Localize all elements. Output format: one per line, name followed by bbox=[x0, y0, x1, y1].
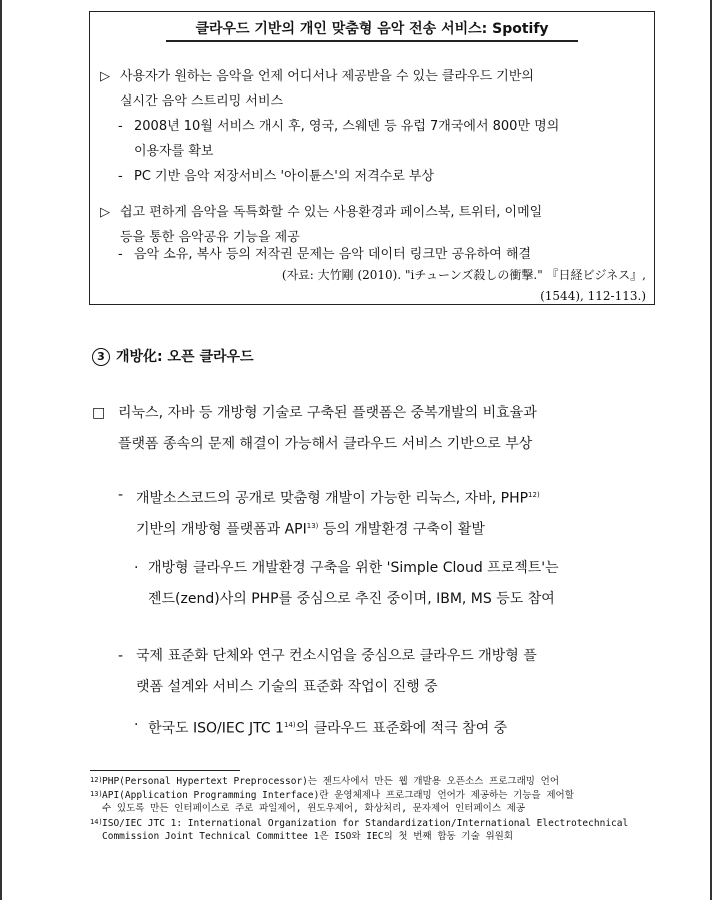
paragraph-2-line-1 bbox=[136, 480, 540, 515]
dash-bullet: - bbox=[118, 648, 124, 664]
source-line-2: (1544), 112-113.) bbox=[540, 289, 646, 303]
dash-bullet: - bbox=[118, 119, 123, 134]
source-line-1: (자료: 大竹剛 (2010). "iチューンズ殺しの衝撃." 『日経ビジネス』, bbox=[281, 268, 646, 282]
triangle-bullet-icon: ▷ bbox=[100, 205, 110, 220]
box-sub-2-1-line-1: 음악 소유, 복사 등의 저작권 문제는 음악 데이터 링크만 공유하여 해결 bbox=[134, 247, 532, 262]
paragraph-3-line-2: 젠드(zend)사의 PHP를 중심으로 추진 중이며, IBM, MS 등도 참여 bbox=[148, 591, 555, 607]
box-bullet-2-line-1: 쉽고 편하게 음악을 독특화할 수 있는 사용환경과 페이스북, 트위터, 이메일 bbox=[120, 205, 543, 220]
paragraph-5-text: 의 클라우드 표준화에 적극 참여 중 bbox=[295, 720, 508, 737]
box-bullet-1-line-1: 사용자가 원하는 음악을 언제 어디서나 제공받을 수 있는 클라우드 기반의 bbox=[120, 69, 534, 84]
paragraph-5-text: 한국도 ISO/IEC JTC 1 bbox=[148, 720, 284, 737]
paragraph-2-line-2 bbox=[136, 511, 485, 546]
dash-bullet: - bbox=[118, 487, 124, 503]
footnote-ref-13: 13) bbox=[306, 522, 319, 530]
footnote-ref-12: 12) bbox=[528, 491, 540, 499]
section-title: 개방化: 오픈 클라우드 bbox=[116, 349, 254, 365]
paragraph-1-line-2: 플랫폼 종속의 문제 해결이 가능해서 클라우드 서비스 기반으로 부상 bbox=[118, 436, 533, 452]
paragraph-5-line-1 bbox=[148, 710, 507, 745]
triangle-bullet-icon: ▷ bbox=[100, 69, 110, 84]
box-bullet-1-line-2: 실시간 음악 스트리밍 서비스 bbox=[120, 94, 284, 109]
checkbox-square-icon: □ bbox=[92, 405, 106, 421]
circled-number: 3 bbox=[92, 348, 110, 366]
paragraph-2-text: 기반의 개방형 플랫폼과 API bbox=[136, 521, 307, 538]
title-underline bbox=[166, 40, 578, 42]
footnote-mark: 14) bbox=[90, 818, 103, 826]
paragraph-4-line-2: 랫폼 설계와 서비스 기술의 표준화 작업이 진행 중 bbox=[136, 679, 438, 695]
paragraph-2-text: 등의 개발환경 구축이 활발 bbox=[318, 521, 485, 538]
paragraph-3-line-1: 개방형 클라우드 개발환경 구축을 위한 'Simple Cloud 프로젝트'는 bbox=[148, 560, 559, 576]
dash-bullet: - bbox=[118, 247, 123, 262]
paragraph-1-line-1: 리눅스, 자바 등 개방형 기술로 구축된 플랫폼은 중복개발의 비효율과 bbox=[118, 405, 537, 421]
box-title: 클라우드 기반의 개인 맞춤형 음악 전송 서비스: Spotify bbox=[195, 21, 549, 37]
footnote-14-line-2: Commission Joint Technical Committee 1은 ISO와 IEC의 첫 번째 합동 기술 위원회 bbox=[102, 831, 513, 842]
footnote-separator bbox=[90, 770, 240, 771]
paragraph-4-line-1: 국제 표준화 단체와 연구 컨소시엄을 중심으로 클라우드 개방형 플 bbox=[136, 648, 537, 664]
dash-bullet: - bbox=[118, 169, 123, 184]
box-bullet-2-line-2: 등을 통한 음악공유 기능을 제공 bbox=[120, 230, 300, 245]
footnote-mark: 12) bbox=[90, 776, 103, 784]
case-study-box bbox=[89, 11, 655, 305]
dot-bullet: · bbox=[134, 560, 139, 576]
paragraph-2-text: 개발소스코드의 공개로 맞춤형 개발이 가능한 리눅스, 자바, PHP bbox=[136, 490, 529, 507]
section-heading bbox=[92, 346, 254, 366]
page-edge-left bbox=[0, 0, 2, 900]
footnote-13-line-2: 수 있도록 만든 인터페이스로 주로 파일제어, 윈도우제어, 화상처리, 문자제어 인터페이스 제공 bbox=[102, 803, 526, 814]
box-sub-1-1-line-2: 이용자를 확보 bbox=[134, 144, 214, 159]
footnote-12-line-1: PHP(Personal Hypertext Preprocessor)는 젠드사에서 만든 웹 개발용 오픈소스 프로그래밍 언어 bbox=[102, 776, 560, 787]
box-sub-1-1-line-1: 2008년 10월 서비스 개시 후, 영국, 스웨덴 등 유럽 7개국에서 800만 명의 bbox=[134, 119, 560, 134]
footnote-ref-14: 14) bbox=[283, 721, 296, 729]
footnote-13-line-1: API(Application Programming Interface)란 운영체제나 프로그래밍 언어가 제공하는 기능을 제어할 bbox=[102, 790, 574, 801]
dot-bullet: · bbox=[134, 717, 139, 733]
box-sub-1-2-line-1: PC 기반 음악 저장서비스 '아이튠스'의 저격수로 부상 bbox=[134, 169, 435, 184]
footnote-14-line-1: ISO/IEC JTC 1: International Organization for Standardization/International Electrotechnical bbox=[102, 818, 629, 829]
footnote-mark: 13) bbox=[90, 790, 103, 798]
